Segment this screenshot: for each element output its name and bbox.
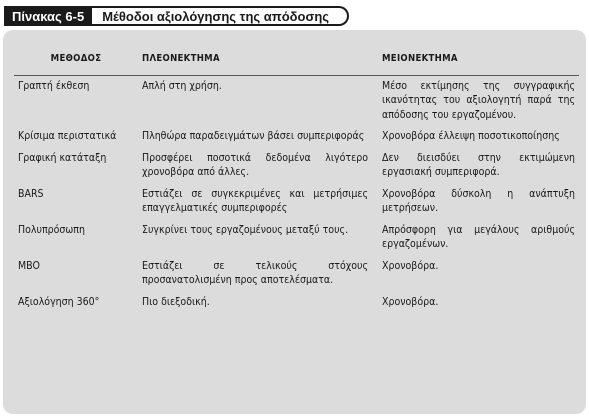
disadvantage-cell: Χρονοβόρα. [382, 259, 439, 272]
table-row [14, 126, 579, 148]
method-cell: Κρίσιμα περιστατικά [18, 130, 117, 142]
column-header-method: ΜΕΘΟΔΟΣ [14, 46, 138, 75]
method-cell: BARS [18, 187, 44, 200]
method-cell: Αξιολόγηση 360° [18, 295, 100, 308]
table-title: Μέθοδοι αξιολόγησης της απόδοσης [92, 6, 349, 26]
table-row [14, 148, 579, 184]
disadvantage-cell: Δεν διεισδύει στην εκτιμώμενη εργασιακή συμπεριφορά. [382, 151, 575, 178]
method-cell: Πολυπρόσωπη [18, 223, 85, 236]
methods-table [14, 46, 579, 313]
advantage-cell: Εστιάζει σε συγκεκριμένες και μετρήσιμες επαγγελματικές συμπεριφορές [142, 187, 368, 214]
disadvantage-cell: Μέσο εκτίμησης της συγγραφικής ικανότητας του αξιολογητή παρά της απόδοσης του εργαζομένου. [382, 79, 575, 121]
method-cell: MBO [18, 259, 40, 272]
table-row [14, 292, 579, 314]
column-header-advantage: ΠΛΕΟΝΕΚΤΗΜΑ [138, 46, 372, 75]
table-row [14, 184, 579, 220]
advantage-cell: Εστιάζει σε τελικούς στόχους προσανατολισμένη προς αποτελέσματα. [142, 259, 368, 286]
advantage-cell: Προσφέρει ποσοτικά δεδομένα λιγότερο χρονοβόρα από άλλες. [142, 151, 368, 178]
advantage-cell: Πιο διεξοδική. [142, 295, 210, 308]
advantage-cell: Συγκρίνει τους εργαζομένους μεταξύ τους. [142, 223, 349, 236]
table-row [14, 256, 579, 292]
disadvantage-cell: Απρόσφορη για μεγάλους αριθμούς εργαζομένων. [382, 223, 575, 250]
header-row [14, 46, 579, 75]
table-row [14, 220, 579, 256]
method-cell: Γραπτή έκθεση [18, 79, 90, 92]
table-row [14, 75, 579, 126]
disadvantage-cell: Χρονοβόρα έλλειψη ποσοτικοποίησης [382, 130, 560, 142]
method-cell: Γραφική κατάταξη [18, 151, 107, 164]
disadvantage-cell: Χρονοβόρα δύσκολη η ανάπτυξη μετρήσεων. [382, 187, 575, 214]
advantage-cell: Απλή στη χρήση. [142, 79, 222, 92]
table-number-label: Πίνακας 6-5 [4, 6, 92, 26]
advantage-cell: Πληθώρα παραδειγμάτων βάσει συμπεριφοράς [142, 130, 365, 142]
table-caption [4, 6, 349, 26]
disadvantage-cell: Χρονοβόρα. [382, 295, 439, 308]
column-header-disadvantage: ΜΕΙΟΝΕΚΤΗΜΑ [372, 46, 579, 75]
